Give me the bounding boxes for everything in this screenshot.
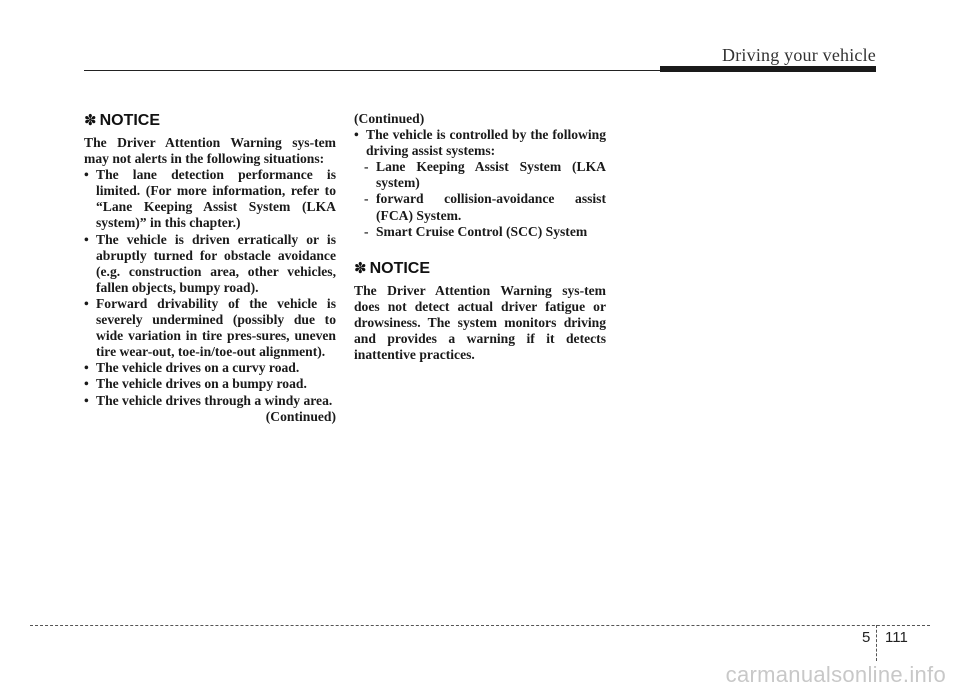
- header-rule-thick: [660, 66, 876, 72]
- list-item-text: The vehicle drives on a curvy road.: [96, 360, 300, 376]
- sub-list-item-text: forward collision-avoidance assist (FCA) System.: [376, 191, 606, 223]
- page-number: 111: [885, 629, 908, 646]
- bullet-icon: •: [84, 360, 89, 376]
- notice-star-icon: ✽: [354, 258, 367, 277]
- notice-intro: The Driver Attention Warning sys-tem may not alerts in the following situations:: [84, 135, 336, 167]
- dash-icon: -: [364, 159, 369, 175]
- bullet-icon: •: [84, 376, 89, 392]
- list-item-text: The vehicle drives through a windy area.: [96, 392, 333, 408]
- sub-list-item: [354, 224, 606, 240]
- list-item-text: Forward drivability of the vehicle is severely undermined (possibly due to wide variation in tire pres-sures, uneven tire wear-out, toe-in/toe-out alignment).: [96, 295, 336, 360]
- list-item: [84, 296, 336, 360]
- watermark: carmanualsonline.info: [725, 662, 946, 687]
- footer-rule: [30, 625, 930, 626]
- chapter-number: 5: [862, 629, 871, 646]
- dash-icon: -: [364, 191, 369, 207]
- list-item: [354, 127, 606, 159]
- section-header-title: Driving your vehicle: [722, 45, 876, 65]
- list-item-text: The lane detection performance is limited. (For more information, refer to “Lane Keeping Assist System (LKA system)” in this chapter.): [96, 167, 336, 231]
- footer-divider: [876, 625, 877, 661]
- notice-title: NOTICE: [369, 259, 431, 277]
- notice-title: NOTICE: [99, 112, 161, 129]
- bullet-icon: •: [84, 231, 89, 247]
- list-item: [84, 167, 336, 231]
- right-column: [354, 111, 606, 363]
- dash-icon: -: [364, 223, 369, 239]
- sub-list-item-text: Lane Keeping Assist System (LKA system): [376, 159, 606, 191]
- notice-heading: [84, 110, 336, 131]
- list-item: [84, 376, 336, 392]
- list-item: [84, 393, 336, 409]
- bullet-icon: •: [84, 392, 89, 408]
- list-item: [84, 360, 336, 376]
- list-item-text: The vehicle drives on a bumpy road.: [96, 376, 307, 392]
- sub-list-item: [354, 191, 606, 223]
- header-rule-thin: [84, 70, 660, 71]
- left-column: [84, 110, 336, 425]
- list-item-text: The vehicle is driven erratically or is abruptly turned for obstacle avoidance (e.g. construction area, other vehicles, fallen objects, bumpy road).: [96, 231, 336, 295]
- continued-label: (Continued): [265, 408, 336, 424]
- bullet-icon: •: [354, 127, 359, 143]
- bullet-icon: •: [84, 167, 89, 183]
- notice-heading: [354, 258, 606, 279]
- spacer: [354, 240, 606, 258]
- continued-label: (Continued): [354, 111, 425, 126]
- list-item-text: The vehicle is controlled by the following driving assist systems:: [366, 127, 606, 159]
- notice-star-icon: ✽: [84, 111, 97, 129]
- bullet-icon: •: [84, 295, 89, 311]
- notice-text: The Driver Attention Warning sys-tem does not detect actual driver fatigue or drowsiness. The system monitors driving and provides a warning if it detects inattentive practices.: [354, 282, 606, 363]
- sub-list-item-text: Smart Cruise Control (SCC) System: [376, 223, 588, 239]
- sub-list-item: [354, 159, 606, 191]
- list-item: [84, 232, 336, 296]
